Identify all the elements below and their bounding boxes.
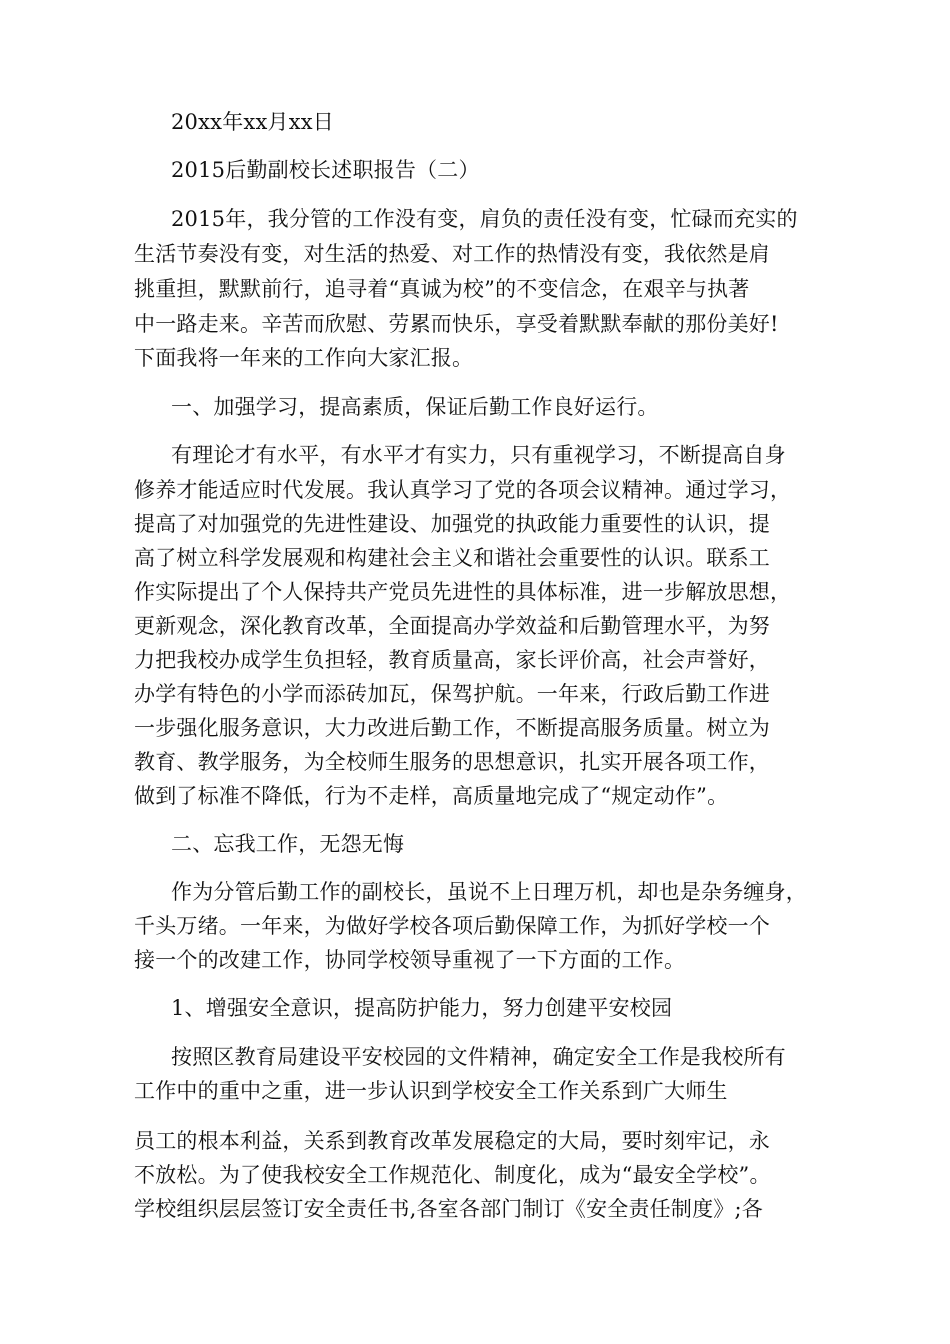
section-heading-2: 二、忘我工作，无怨无悔: [171, 832, 405, 856]
text-line: 有理论才有水平，有水平才有实力，只有重视学习，不断提高自身: [171, 443, 786, 467]
text-line: 工作中的重中之重，进一步认识到学校安全工作关系到广大师生: [134, 1079, 728, 1103]
text-line: 员工的根本利益，关系到教育改革发展稳定的大局，要时刻牢记，永: [134, 1129, 770, 1153]
subsection-heading-1: 1、增强安全意识，提高防护能力，努力创建平安校园: [171, 996, 673, 1020]
date-line: 20xx年xx月xx日: [171, 110, 334, 134]
text-line: 办学有特色的小学而添砖加瓦，保驾护航。一年来，行政后勤工作进: [134, 682, 770, 706]
text-line: 2015年，我分管的工作没有变，肩负的责任没有变，忙碌而充实的: [171, 207, 798, 231]
text-line: 接一个的改建工作，协同学校领导重视了一下方面的工作。: [134, 948, 686, 972]
text-line: 千头万绪。一年来，为做好学校各项后勤保障工作，为抓好学校一个: [134, 914, 770, 938]
text-line: 一步强化服务意识，大力改进后勤工作，不断提高服务质量。树立为: [134, 716, 770, 740]
text-line: 挑重担，默默前行，追寻着“真诚为校”的不变信念，在艰辛与执著: [134, 277, 750, 301]
text-line: 不放松。为了使我校安全工作规范化、制度化，成为“最安全学校”。: [134, 1163, 771, 1187]
text-line: 教育、教学服务，为全校师生服务的思想意识，扎实开展各项工作，: [134, 750, 770, 774]
text-line: 高了树立科学发展观和构建社会主义和谐社会重要性的认识。联系工: [134, 546, 770, 570]
text-line: 修养才能适应时代发展。我认真学习了党的各项会议精神。通过学习，: [134, 478, 792, 502]
text-line: 按照区教育局建设平安校园的文件精神，确定安全工作是我校所有: [171, 1045, 786, 1069]
text-line: 力把我校办成学生负担轻，教育质量高，家长评价高，社会声誉好，: [134, 648, 770, 672]
text-line: 中一路走来。辛苦而欣慰、劳累而快乐，享受着默默奉献的那份美好!: [134, 312, 779, 336]
text-line: 提高了对加强党的先进性建设、加强党的执政能力重要性的认识，提: [134, 512, 770, 536]
text-line: 做到了标准不降低，行为不走样，高质量地完成了“规定动作”。: [134, 784, 729, 808]
text-line: 生活节奏没有变，对生活的热爱、对工作的热情没有变，我依然是肩: [134, 242, 770, 266]
section-heading-1: 一、加强学习，提高素质，保证后勤工作良好运行。: [171, 395, 659, 419]
text-line: 学校组织层层签订安全责任书,各室各部门制订《安全责任制度》;各: [134, 1197, 763, 1221]
text-line: 下面我将一年来的工作向大家汇报。: [134, 346, 474, 370]
text-line: 作实际提出了个人保持共产党员先进性的具体标准，进一步解放思想，: [134, 580, 792, 604]
text-line: 作为分管后勤工作的副校长，虽说不上日理万机，却也是杂务缠身，: [171, 880, 807, 904]
text-line: 更新观念，深化教育改革，全面提高办学效益和后勤管理水平，为努: [134, 614, 770, 638]
document-title: 2015后勤副校长述职报告（二）: [171, 158, 480, 182]
